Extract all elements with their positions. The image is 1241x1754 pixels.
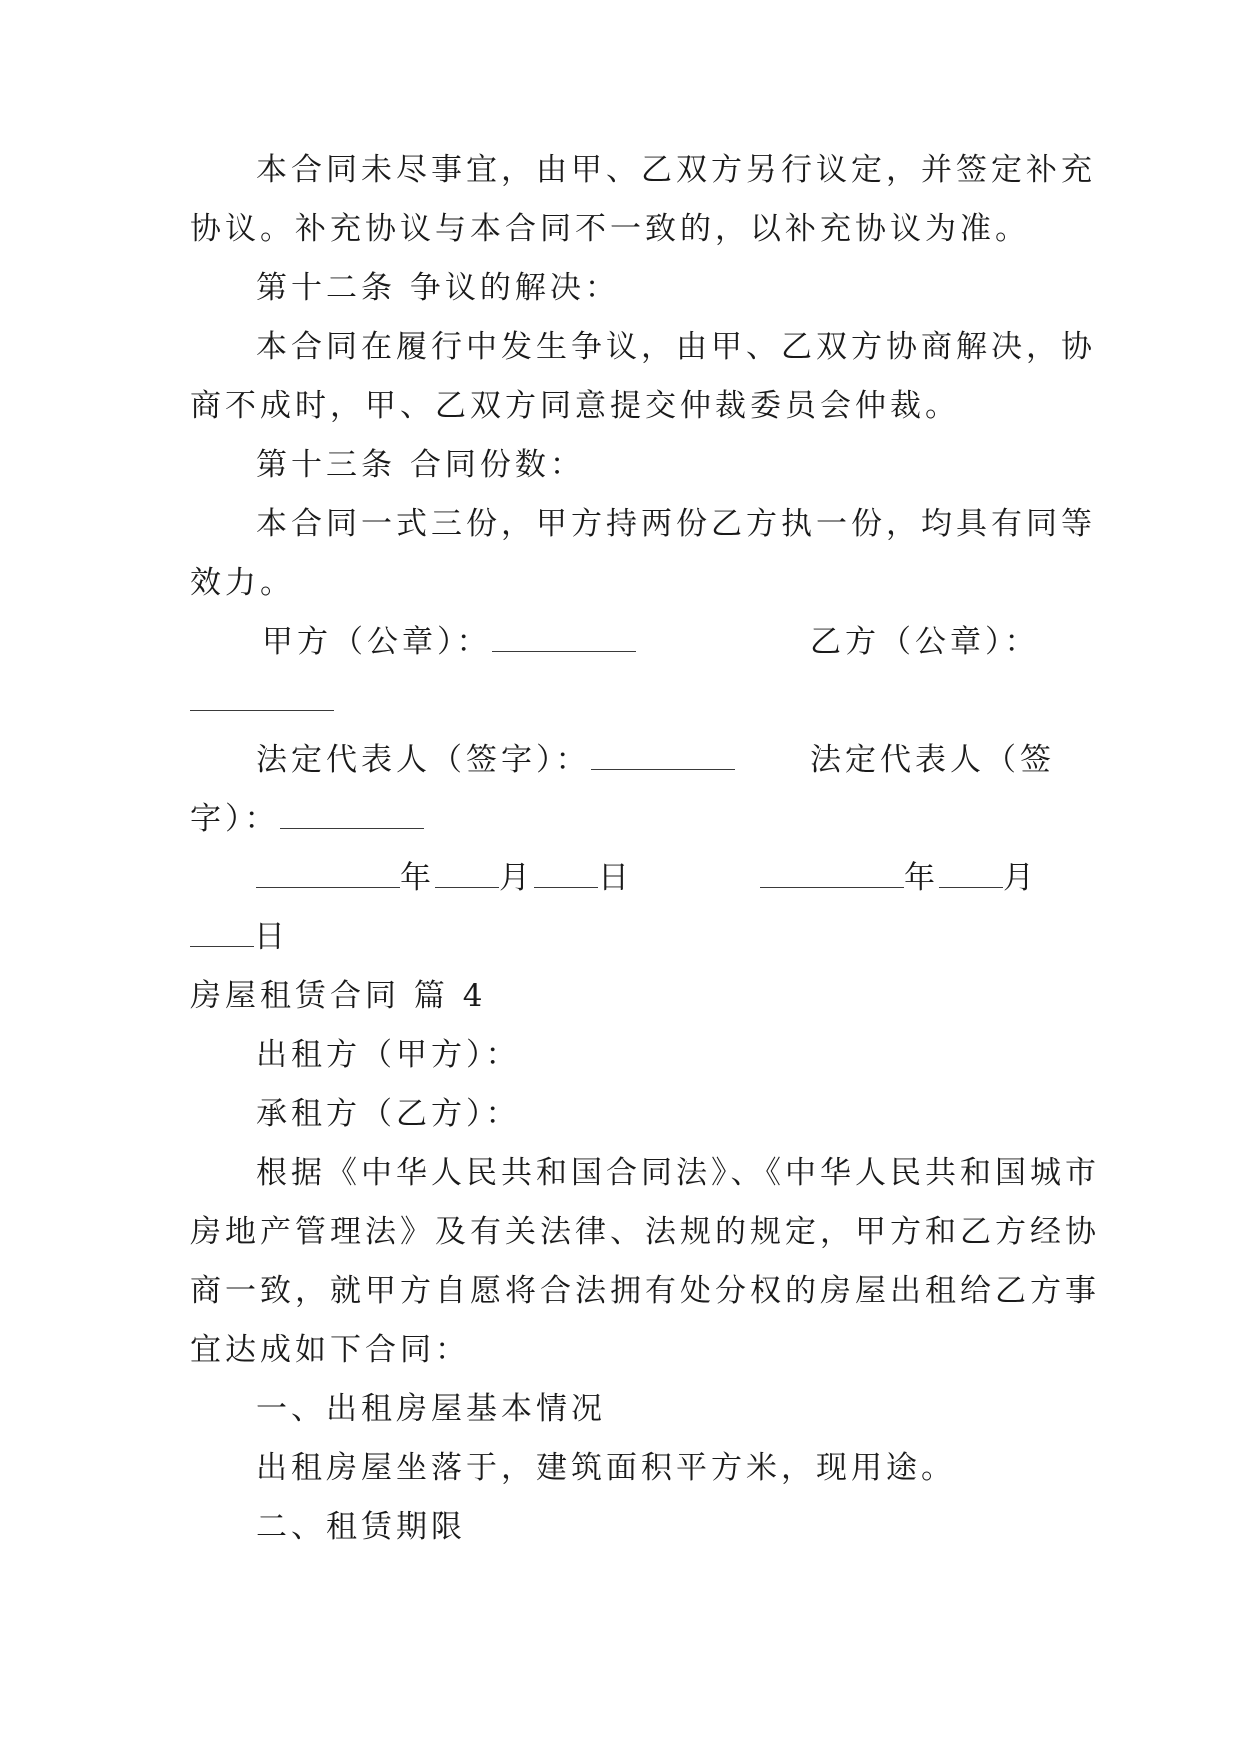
paragraph-line: 本合同未尽事宜，由甲、乙双方另行议定，并签定补充 xyxy=(256,152,1096,188)
paragraph-line: 宜达成如下合同： xyxy=(190,1332,470,1368)
day-label: 日 xyxy=(598,860,633,896)
date-b-row-cont xyxy=(190,917,1070,957)
party-a-seal-blank xyxy=(492,623,636,652)
year-label: 年 xyxy=(904,860,939,896)
month-label: 月 xyxy=(499,860,534,896)
lessee-label: 承租方（乙方）： xyxy=(256,1096,521,1132)
paragraph-line: 商一致，就甲方自愿将合法拥有处分权的房屋出租给乙方事 xyxy=(190,1273,1100,1309)
paragraph-line: 房地产管理法》及有关法律、法规的规定，甲方和乙方经协 xyxy=(190,1214,1100,1250)
item-2-title: 二、租赁期限 xyxy=(256,1509,466,1545)
party-a-seal-label: 甲方（公章）： xyxy=(262,624,492,660)
article-13-title: 第十三条 合同份数： xyxy=(256,447,585,483)
date-b-row xyxy=(760,858,1070,898)
rep-b-label: 法定代表人（签 xyxy=(810,742,1055,778)
item-1-title: 一、出租房屋基本情况 xyxy=(256,1391,606,1427)
day-label: 日 xyxy=(254,919,289,955)
paragraph-line: 效力。 xyxy=(190,565,295,601)
section-heading: 房屋租赁合同 篇 4 xyxy=(190,978,487,1014)
day-blank xyxy=(534,859,598,888)
year-blank xyxy=(256,859,400,888)
month-blank xyxy=(939,859,1003,888)
year-blank xyxy=(760,859,904,888)
rep-b-blank xyxy=(280,800,424,829)
month-blank xyxy=(435,859,499,888)
party-b-seal-row xyxy=(190,681,1070,721)
paragraph-line: 协议。补充协议与本合同不一致的，以补充协议为准。 xyxy=(190,211,1030,247)
item-1-text: 出租房屋坐落于，建筑面积平方米，现用途。 xyxy=(256,1450,956,1486)
year-label: 年 xyxy=(400,860,435,896)
lessor-label: 出租方（甲方）： xyxy=(256,1037,521,1073)
party-b-seal-label: 乙方（公章）： xyxy=(810,624,1040,660)
article-12-title: 第十二条 争议的解决： xyxy=(256,270,620,306)
rep-a-label: 法定代表人（签字）： xyxy=(256,742,591,778)
month-label: 月 xyxy=(1003,860,1038,896)
paragraph-line: 商不成时，甲、乙双方同意提交仲裁委员会仲裁。 xyxy=(190,388,960,424)
paragraph-line: 根据《中华人民共和国合同法》、《中华人民共和国城市 xyxy=(256,1155,1100,1191)
day-blank xyxy=(190,918,254,947)
paragraph-line: 本合同在履行中发生争议，由甲、乙双方协商解决，协 xyxy=(256,329,1096,365)
rep-a-blank xyxy=(591,741,735,770)
party-b-seal-blank xyxy=(190,682,334,711)
rep-b-label-cont: 字）： xyxy=(190,801,280,837)
rep-b-row xyxy=(190,799,1070,839)
paragraph-line: 本合同一式三份，甲方持两份乙方执一份，均具有同等 xyxy=(256,506,1096,542)
